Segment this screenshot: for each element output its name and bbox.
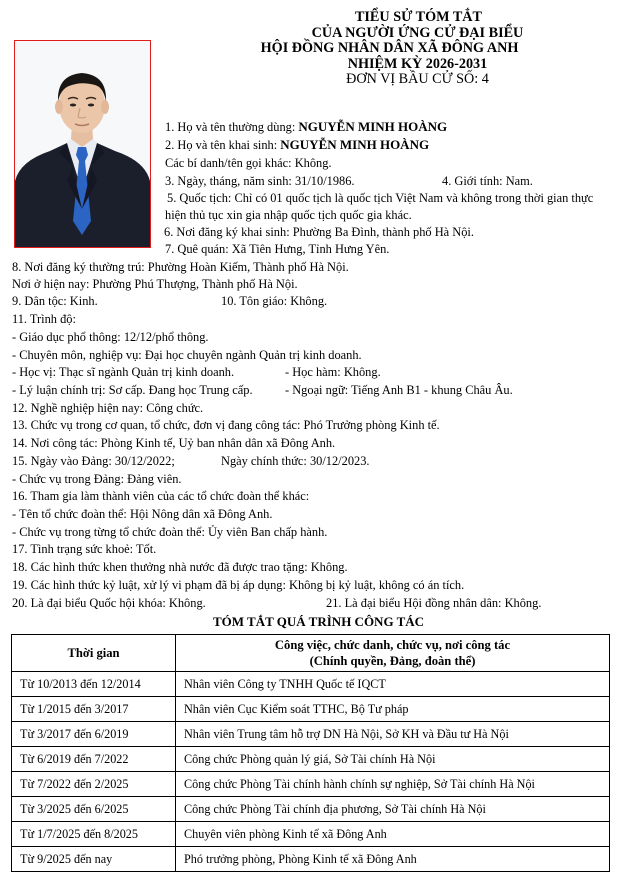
title-line-2: CỦA NGƯỜI ỨNG CỬ ĐẠI BIỂU bbox=[311, 24, 524, 41]
bio-birth-name bbox=[165, 137, 429, 153]
bio-organization-name: - Tên tổ chức đoàn thể: Hội Nông dân xã Đông Anh. bbox=[12, 507, 273, 521]
table-header-row bbox=[12, 635, 610, 672]
row-position: Nhân viên Cục Kiểm soát TTHC, Bộ Tư pháp bbox=[176, 697, 610, 722]
bio-gender: 4. Giới tính: Nam. bbox=[442, 174, 533, 188]
bio-permanent-residence: 8. Nơi đăng ký thường trú: Phường Hoàn Kiếm, Thành phố Hà Nội. bbox=[12, 260, 349, 274]
bio-party-official-date: Ngày chính thức: 30/12/2023. bbox=[221, 454, 370, 468]
row-position: Nhân viên Trung tâm hỗ trợ DN Hà Nội, Sở KH và Đầu tư Hà Nội bbox=[176, 722, 610, 747]
row-position: Nhân viên Công ty TNHH Quốc tế IQCT bbox=[176, 672, 610, 697]
title-line-4: NHIỆM KỲ 2026-2031 bbox=[347, 55, 488, 72]
header-position bbox=[176, 635, 610, 672]
bio-education-heading: 11. Trình độ: bbox=[12, 312, 76, 326]
row-period: Từ 3/2025 đến 6/2025 bbox=[12, 797, 176, 822]
bio-workplace: 14. Nơi công tác: Phòng Kinh tế, Uỷ ban nhân dân xã Đông Anh. bbox=[12, 436, 336, 450]
bio-health: 17. Tình trạng sức khoẻ: Tốt. bbox=[12, 542, 157, 556]
bio-political-theory: - Lý luận chính trị: Sơ cấp. Đang học Trung cấp. bbox=[12, 383, 253, 397]
header-position-line1: Công việc, chức danh, chức vụ, nơi công tác bbox=[274, 638, 511, 652]
bio-ethnicity: 9. Dân tộc: Kinh. bbox=[12, 294, 98, 308]
bio-nationality: 5. Quốc tịch: Chỉ có 01 quốc tịch là quốc tịch Việt Nam và không trong thời gian thực bbox=[167, 191, 594, 205]
bio-occupation: 12. Nghề nghiệp hiện nay: Công chức. bbox=[12, 401, 204, 415]
table-row bbox=[12, 847, 610, 872]
table-row bbox=[12, 772, 610, 797]
table-row bbox=[12, 722, 610, 747]
bio-party-role: - Chức vụ trong Đảng: Đảng viên. bbox=[12, 472, 182, 486]
title-line-3: HỘI ĐỒNG NHÂN DÂN XÃ ĐÔNG ANH bbox=[260, 40, 519, 56]
row-position: Phó trưởng phòng, Phòng Kinh tế xã Đông Anh bbox=[176, 847, 610, 872]
work-history-title: TÓM TẮT QUÁ TRÌNH CÔNG TÁC bbox=[212, 614, 425, 629]
row-period: Từ 3/2017 đến 6/2019 bbox=[12, 722, 176, 747]
title-line-1: TIỂU SỬ TÓM TẮT bbox=[354, 9, 483, 25]
bio-hometown: 7. Quê quán: Xã Tiên Hưng, Tỉnh Hưng Yên. bbox=[165, 242, 390, 256]
bio-position: 13. Chức vụ trong cơ quan, tổ chức, đơn vị đang công tác: Phó Trưởng phòng Kinh tế. bbox=[12, 418, 440, 432]
bio-birth-date: 3. Ngày, tháng, năm sinh: 31/10/1986. bbox=[165, 174, 355, 188]
row-period: Từ 1/2015 đến 3/2017 bbox=[12, 697, 176, 722]
row-period: Từ 7/2022 đến 2/2025 bbox=[12, 772, 176, 797]
portrait-image bbox=[15, 41, 150, 247]
table-row bbox=[12, 672, 610, 697]
row-position: Công chức Phòng Tài chính địa phương, Sở Tài chính Hà Nội bbox=[176, 797, 610, 822]
row-period: Từ 6/2019 đến 7/2022 bbox=[12, 747, 176, 772]
table-row bbox=[12, 697, 610, 722]
electoral-unit: ĐƠN VỊ BẦU CỬ SỐ: 4 bbox=[346, 71, 489, 87]
row-position: Công chức Phòng Tài chính hành chính sự nghiệp, Sở Tài chính Hà Nội bbox=[176, 772, 610, 797]
bio-organization-role: - Chức vụ trong từng tổ chức đoàn thể: Ủy viên Ban chấp hành. bbox=[12, 525, 328, 539]
bio-party-join-date: 15. Ngày vào Đảng: 30/12/2022; bbox=[12, 454, 175, 468]
bio-current-residence: Nơi ở hiện nay: Phường Phú Thượng, Thành phố Hà Nội. bbox=[12, 277, 298, 291]
full-name-label: 1. Họ và tên thường dùng: bbox=[165, 120, 299, 134]
birth-name-value: NGUYỄN MINH HOÀNG bbox=[280, 137, 430, 152]
bio-nationality-cont: hiện thủ tục xin gia nhập quốc tịch quốc gia khác. bbox=[165, 208, 412, 222]
bio-religion: 10. Tôn giáo: Không. bbox=[221, 294, 328, 308]
bio-academic-title: - Học hàm: Không. bbox=[285, 365, 381, 379]
bio-alias: Các bí danh/tên gọi khác: Không. bbox=[165, 156, 332, 170]
header-position-line2: (Chính quyền, Đảng, đoàn thể) bbox=[309, 654, 476, 668]
work-history-table bbox=[11, 634, 610, 872]
bio-awards: 18. Các hình thức khen thưởng nhà nước đã được trao tặng: Không. bbox=[12, 560, 348, 574]
table-row bbox=[12, 797, 610, 822]
bio-foreign-language: - Ngoại ngữ: Tiếng Anh B1 - khung Châu Âu. bbox=[285, 383, 513, 397]
header-period: Thời gian bbox=[12, 635, 176, 672]
row-period: Từ 1/7/2025 đến 8/2025 bbox=[12, 822, 176, 847]
row-position: Công chức Phòng quản lý giá, Sở Tài chính Hà Nội bbox=[176, 747, 610, 772]
table-row bbox=[12, 822, 610, 847]
full-name-value: NGUYỄN MINH HOÀNG bbox=[298, 119, 448, 134]
row-period: Từ 10/2013 đến 12/2014 bbox=[12, 672, 176, 697]
bio-academic-degree: - Học vị: Thạc sĩ ngành Quản trị kinh doanh. bbox=[12, 365, 235, 379]
bio-peoples-council: 21. Là đại biểu Hội đồng nhân dân: Không. bbox=[326, 596, 542, 610]
row-period: Từ 9/2025 đến nay bbox=[12, 847, 176, 872]
bio-organizations-heading: 16. Tham gia làm thành viên của các tổ chức đoàn thể khác: bbox=[12, 489, 310, 503]
portrait-photo bbox=[14, 40, 151, 248]
bio-national-assembly: 20. Là đại biểu Quốc hội khóa: Không. bbox=[12, 596, 206, 610]
row-position: Chuyên viên phòng Kinh tế xã Đông Anh bbox=[176, 822, 610, 847]
table-row bbox=[12, 747, 610, 772]
bio-general-education: - Giáo dục phổ thông: 12/12/phổ thông. bbox=[12, 330, 209, 344]
birth-name-label: 2. Họ và tên khai sinh: bbox=[165, 138, 281, 152]
document-title bbox=[150, 10, 637, 88]
bio-full-name bbox=[165, 119, 447, 135]
bio-discipline: 19. Các hình thức kỷ luật, xử lý vi phạm đã bị áp dụng: Không bị kỷ luật, không có án tích. bbox=[12, 578, 465, 592]
bio-birth-registration: 6. Nơi đăng ký khai sinh: Phường Ba Đình, thành phố Hà Nội. bbox=[164, 225, 474, 239]
bio-specialization: - Chuyên môn, nghiệp vụ: Đại học chuyên ngành Quản trị kinh doanh. bbox=[12, 348, 362, 362]
